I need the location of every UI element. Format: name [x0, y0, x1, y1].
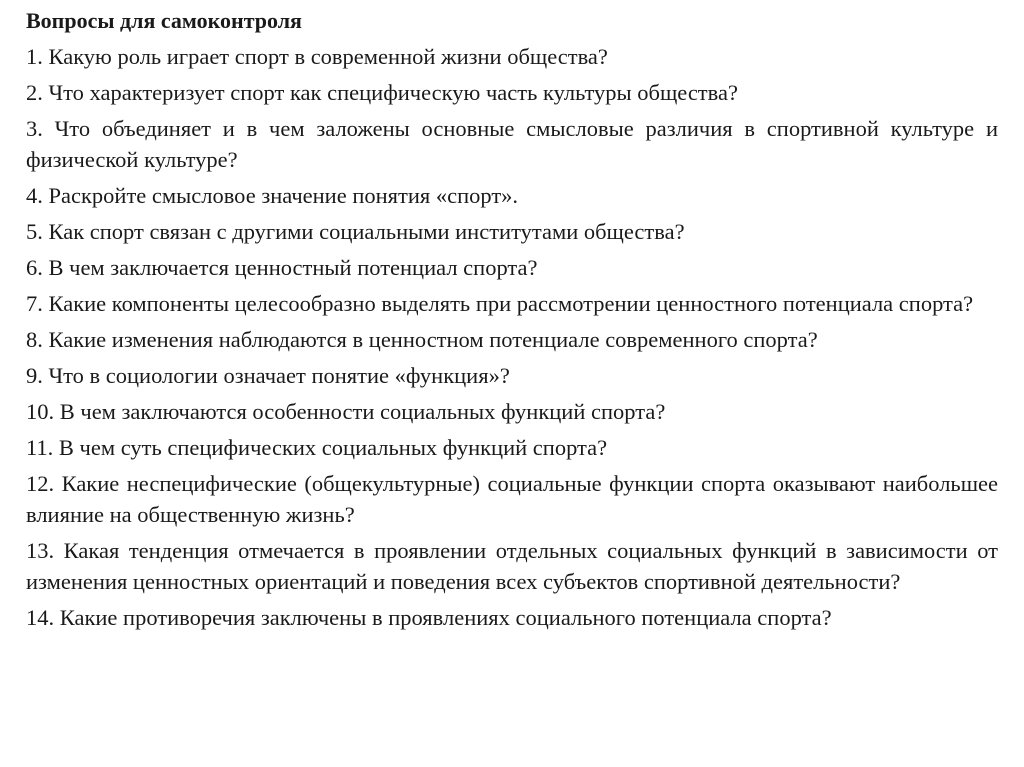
question-3: 3. Что объединяет и в чем заложены основные смысловые различия в спортивной культуре и физической культуре? [26, 116, 998, 172]
question-14: 14. Какие противоречия заключены в проявлениях социального потенциала спорта? [26, 605, 832, 630]
question-13: 13. Какая тенденция отмечается в проявлении отдельных социальных функций в зависимости от изменения ценностных ориентаций и поведения всех субъектов спортивной деятельности? [26, 538, 998, 594]
question-1: 1. Какую роль играет спорт в современной жизни общества? [26, 44, 608, 69]
question-2: 2. Что характеризует спорт как специфическую часть культуры общества? [26, 80, 738, 105]
question-10: 10. В чем заключаются особенности социальных функций спорта? [26, 399, 666, 424]
question-4: 4. Раскройте смысловое значение понятия «спорт». [26, 183, 519, 208]
question-12: 12. Какие неспецифические (общекультурные) социальные функции спорта оказывают наибольшее влияние на общественную жизнь? [26, 471, 998, 527]
page-title: Вопросы для самоконтроля [26, 8, 302, 33]
question-5: 5. Как спорт связан с другими социальными институтами общества? [26, 219, 685, 244]
question-9: 9. Что в социологии означает понятие «функция»? [26, 363, 510, 388]
document-page [26, 6, 998, 638]
question-7: 7. Какие компоненты целесообразно выделять при рассмотрении ценностного потенциала спорта? [26, 291, 974, 316]
question-6: 6. В чем заключается ценностный потенциал спорта? [26, 255, 538, 280]
question-8: 8. Какие изменения наблюдаются в ценностном потенциале современного спорта? [26, 327, 818, 352]
question-11: 11. В чем суть специфических социальных функций спорта? [26, 435, 608, 460]
